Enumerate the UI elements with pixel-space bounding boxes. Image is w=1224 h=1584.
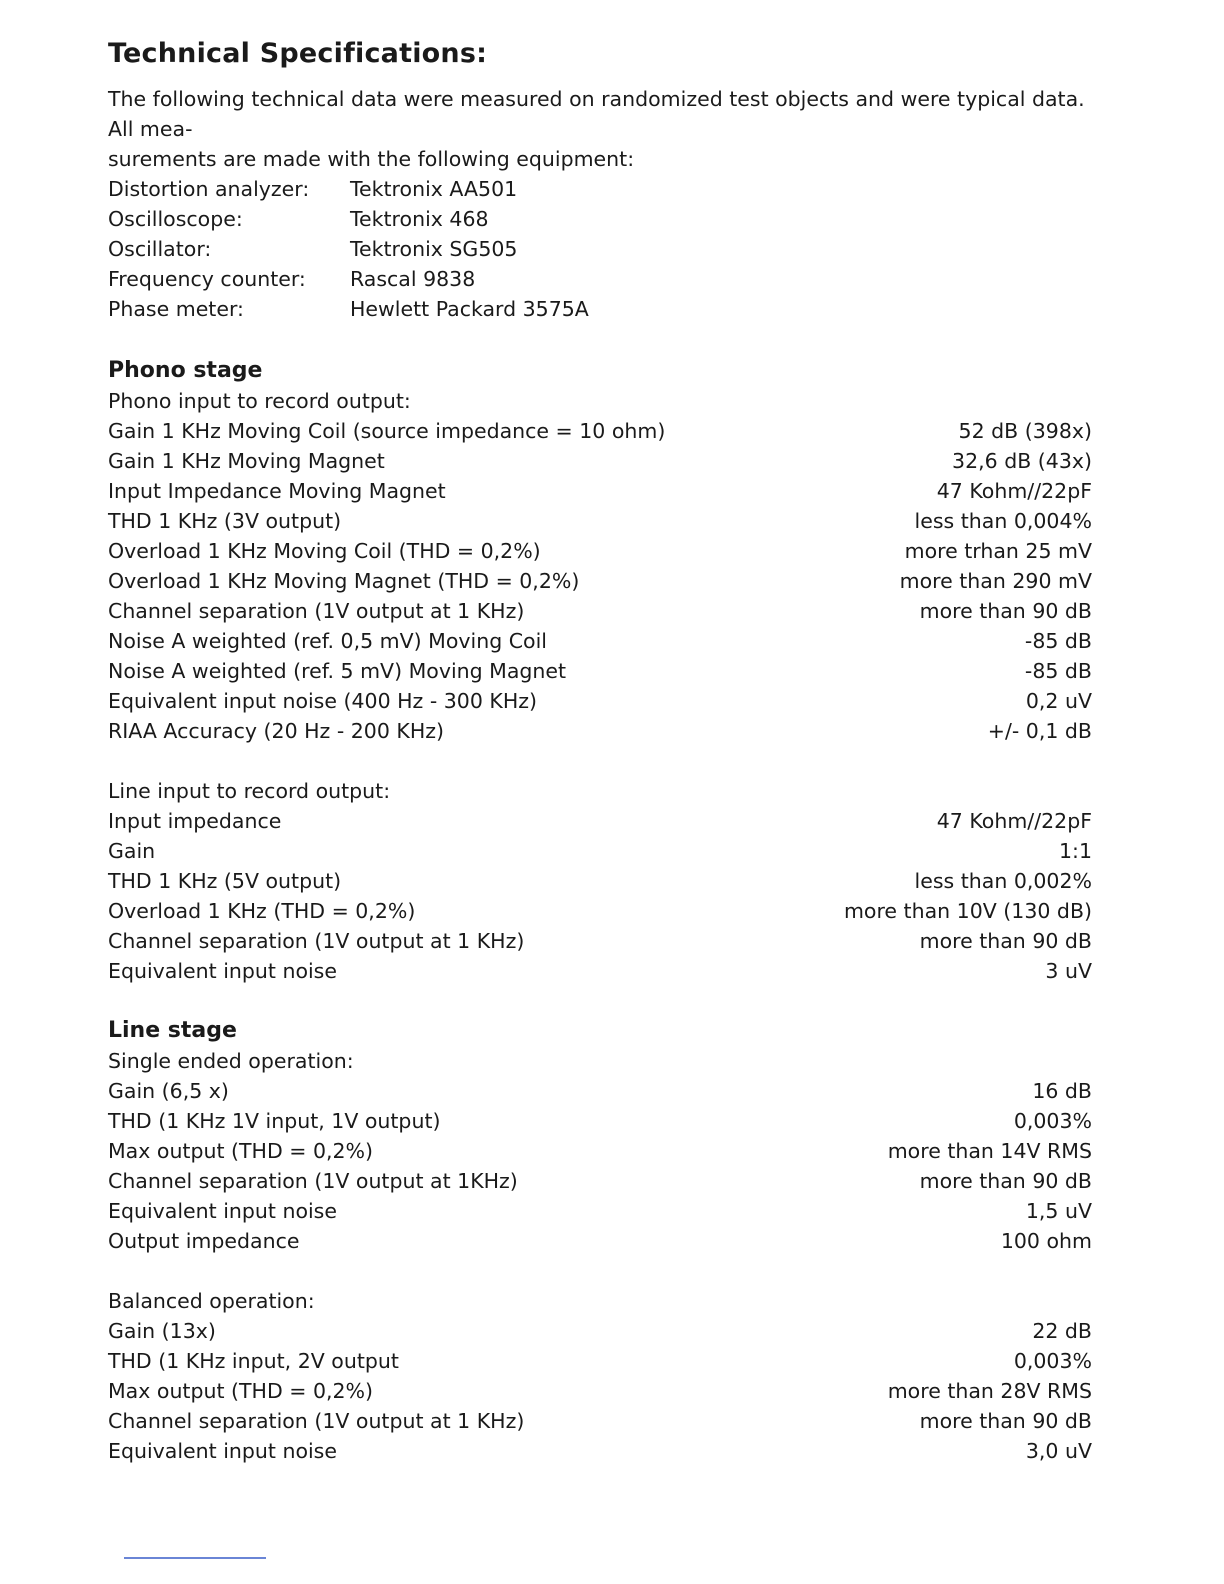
spec-value: -85 dB bbox=[1024, 629, 1092, 653]
equipment-row bbox=[108, 264, 1092, 294]
spec-label: Max output (THD = 0,2%) bbox=[108, 1379, 374, 1403]
spec-row bbox=[108, 566, 1092, 596]
spec-label: THD 1 KHz (3V output) bbox=[108, 509, 342, 533]
footer-rule bbox=[124, 1557, 266, 1559]
spec-row bbox=[108, 626, 1092, 656]
spec-label: THD (1 KHz input, 2V output bbox=[108, 1349, 399, 1373]
spec-row bbox=[108, 1376, 1092, 1406]
equipment-row bbox=[108, 174, 1092, 204]
spec-label: Gain bbox=[108, 839, 156, 863]
equipment-label: Distortion analyzer: bbox=[108, 177, 310, 201]
phono-stage-title: Phono stage bbox=[108, 358, 263, 383]
equipment-value: Rascal 9838 bbox=[350, 267, 476, 291]
spec-label: THD (1 KHz 1V input, 1V output) bbox=[108, 1109, 441, 1133]
spec-row bbox=[108, 596, 1092, 626]
spec-label: Equivalent input noise bbox=[108, 959, 337, 983]
equipment-row bbox=[108, 204, 1092, 234]
equipment-value: Tektronix 468 bbox=[350, 207, 489, 231]
spec-row bbox=[108, 806, 1092, 836]
spec-row bbox=[108, 1166, 1092, 1196]
spec-label: Equivalent input noise (400 Hz - 300 KHz) bbox=[108, 689, 537, 713]
spec-value: more than 90 dB bbox=[919, 1169, 1092, 1193]
spec-row bbox=[108, 836, 1092, 866]
line-input-spec-list bbox=[108, 806, 1092, 986]
spec-value: less than 0,004% bbox=[914, 509, 1092, 533]
spec-label: Noise A weighted (ref. 5 mV) Moving Magnet bbox=[108, 659, 567, 683]
spec-row bbox=[108, 896, 1092, 926]
spec-value: more than 290 mV bbox=[899, 569, 1092, 593]
spec-value: more than 28V RMS bbox=[887, 1379, 1092, 1403]
spec-label: Channel separation (1V output at 1 KHz) bbox=[108, 929, 525, 953]
single-ended-spec-list bbox=[108, 1076, 1092, 1256]
spec-row bbox=[108, 1406, 1092, 1436]
spec-row bbox=[108, 1196, 1092, 1226]
equipment-label: Oscillator: bbox=[108, 237, 212, 261]
spec-row bbox=[108, 956, 1092, 986]
spec-value: 0,003% bbox=[1013, 1349, 1092, 1373]
spec-label: Channel separation (1V output at 1 KHz) bbox=[108, 1409, 525, 1433]
intro-line: surements are made with the following equipment: bbox=[108, 147, 635, 171]
spec-value: more than 90 dB bbox=[919, 599, 1092, 623]
spec-value: 1:1 bbox=[1059, 839, 1092, 863]
line-input-heading: Line input to record output: bbox=[108, 779, 391, 803]
spec-value: 3,0 uV bbox=[1025, 1439, 1092, 1463]
spec-row bbox=[108, 1316, 1092, 1346]
spec-row bbox=[108, 1226, 1092, 1256]
spec-label: Input impedance bbox=[108, 809, 282, 833]
spec-row bbox=[108, 1076, 1092, 1106]
spec-value: -85 dB bbox=[1024, 659, 1092, 683]
spec-row bbox=[108, 1106, 1092, 1136]
spec-value: 32,6 dB (43x) bbox=[952, 449, 1092, 473]
spec-value: more than 10V (130 dB) bbox=[843, 899, 1092, 923]
spec-label: Equivalent input noise bbox=[108, 1439, 337, 1463]
spec-label: Gain (6,5 x) bbox=[108, 1079, 229, 1103]
spec-value: 3 uV bbox=[1045, 959, 1092, 983]
equipment-value: Hewlett Packard 3575A bbox=[350, 297, 589, 321]
spec-row bbox=[108, 1136, 1092, 1166]
spec-value: more than 90 dB bbox=[919, 1409, 1092, 1433]
spec-value: 47 Kohm//22pF bbox=[936, 809, 1092, 833]
spec-row bbox=[108, 1436, 1092, 1466]
spec-label: Gain 1 KHz Moving Magnet bbox=[108, 449, 385, 473]
equipment-list bbox=[108, 174, 1092, 324]
spec-row bbox=[108, 416, 1092, 446]
spec-value: 16 dB bbox=[1032, 1079, 1092, 1103]
page-title: Technical Specifications: bbox=[108, 38, 488, 69]
spec-row bbox=[108, 926, 1092, 956]
spec-row bbox=[108, 656, 1092, 686]
spec-label: Overload 1 KHz (THD = 0,2%) bbox=[108, 899, 416, 923]
spec-value: more trhan 25 mV bbox=[904, 539, 1092, 563]
line-stage-title: Line stage bbox=[108, 1018, 237, 1043]
equipment-label: Oscilloscope: bbox=[108, 207, 243, 231]
spec-row bbox=[108, 536, 1092, 566]
intro-paragraph bbox=[108, 84, 1092, 174]
spec-value: 100 ohm bbox=[1000, 1229, 1092, 1253]
spec-value: 52 dB (398x) bbox=[958, 419, 1092, 443]
spec-value: less than 0,002% bbox=[914, 869, 1092, 893]
spec-label: RIAA Accuracy (20 Hz - 200 KHz) bbox=[108, 719, 444, 743]
spec-row bbox=[108, 716, 1092, 746]
spec-value: 0,2 uV bbox=[1025, 689, 1092, 713]
spec-value: 22 dB bbox=[1032, 1319, 1092, 1343]
spec-label: Channel separation (1V output at 1KHz) bbox=[108, 1169, 518, 1193]
spec-row bbox=[108, 476, 1092, 506]
spec-label: THD 1 KHz (5V output) bbox=[108, 869, 342, 893]
spec-label: Output impedance bbox=[108, 1229, 300, 1253]
intro-line: The following technical data were measured on randomized test objects and were typical data. All mea- bbox=[108, 87, 1085, 141]
balanced-heading: Balanced operation: bbox=[108, 1289, 315, 1313]
equipment-label: Frequency counter: bbox=[108, 267, 306, 291]
spec-label: Gain (13x) bbox=[108, 1319, 216, 1343]
spec-value: +/- 0,1 dB bbox=[987, 719, 1092, 743]
spec-label: Input Impedance Moving Magnet bbox=[108, 479, 446, 503]
spec-row bbox=[108, 506, 1092, 536]
spec-row bbox=[108, 866, 1092, 896]
equipment-label: Phase meter: bbox=[108, 297, 244, 321]
spec-label: Gain 1 KHz Moving Coil (source impedance = 10 ohm) bbox=[108, 419, 666, 443]
spec-row bbox=[108, 1346, 1092, 1376]
spec-value: 1,5 uV bbox=[1025, 1199, 1092, 1223]
equipment-value: Tektronix SG505 bbox=[350, 237, 518, 261]
phono-input-spec-list bbox=[108, 416, 1092, 746]
spec-page bbox=[108, 36, 1092, 1466]
equipment-value: Tektronix AA501 bbox=[350, 177, 518, 201]
spec-value: 0,003% bbox=[1013, 1109, 1092, 1133]
spec-row bbox=[108, 686, 1092, 716]
single-ended-heading: Single ended operation: bbox=[108, 1049, 354, 1073]
spec-label: Noise A weighted (ref. 0,5 mV) Moving Coil bbox=[108, 629, 547, 653]
spec-value: 47 Kohm//22pF bbox=[936, 479, 1092, 503]
equipment-row bbox=[108, 294, 1092, 324]
phono-input-heading: Phono input to record output: bbox=[108, 389, 411, 413]
equipment-row bbox=[108, 234, 1092, 264]
spec-label: Max output (THD = 0,2%) bbox=[108, 1139, 374, 1163]
spec-label: Channel separation (1V output at 1 KHz) bbox=[108, 599, 525, 623]
spec-label: Equivalent input noise bbox=[108, 1199, 337, 1223]
spec-value: more than 90 dB bbox=[919, 929, 1092, 953]
balanced-spec-list bbox=[108, 1316, 1092, 1466]
spec-label: Overload 1 KHz Moving Coil (THD = 0,2%) bbox=[108, 539, 541, 563]
spec-value: more than 14V RMS bbox=[887, 1139, 1092, 1163]
spec-row bbox=[108, 446, 1092, 476]
spec-label: Overload 1 KHz Moving Magnet (THD = 0,2%) bbox=[108, 569, 580, 593]
